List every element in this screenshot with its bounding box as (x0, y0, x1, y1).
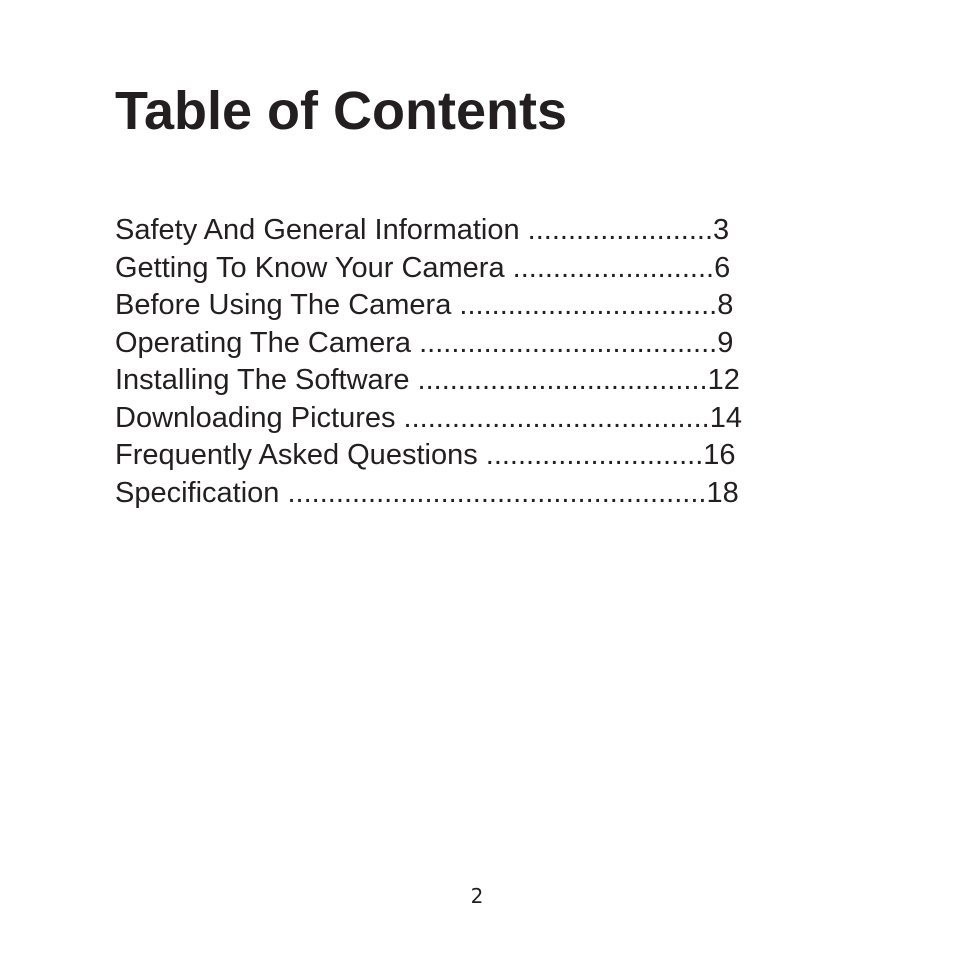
toc-entry-downloading-pictures: Downloading Pictures ......................................14 (115, 401, 742, 434)
page-number: 2 (470, 884, 484, 908)
table-of-contents-list (115, 212, 742, 512)
page-title: Table of Contents (115, 81, 567, 141)
toc-entry-installing-software: Installing The Software ....................................12 (115, 364, 740, 396)
toc-entry-faq: Frequently Asked Questions ...........................16 (115, 439, 736, 471)
toc-entry-safety: Safety And General Information .......................3 (115, 214, 730, 246)
toc-entry-before-using: Before Using The Camera ................................8 (115, 289, 734, 321)
toc-entry-getting-to-know: Getting To Know Your Camera .........................6 (115, 251, 731, 284)
toc-entry-specification: Specification ....................................................18 (115, 476, 739, 509)
toc-entry-operating: Operating The Camera .....................................9 (115, 326, 734, 359)
